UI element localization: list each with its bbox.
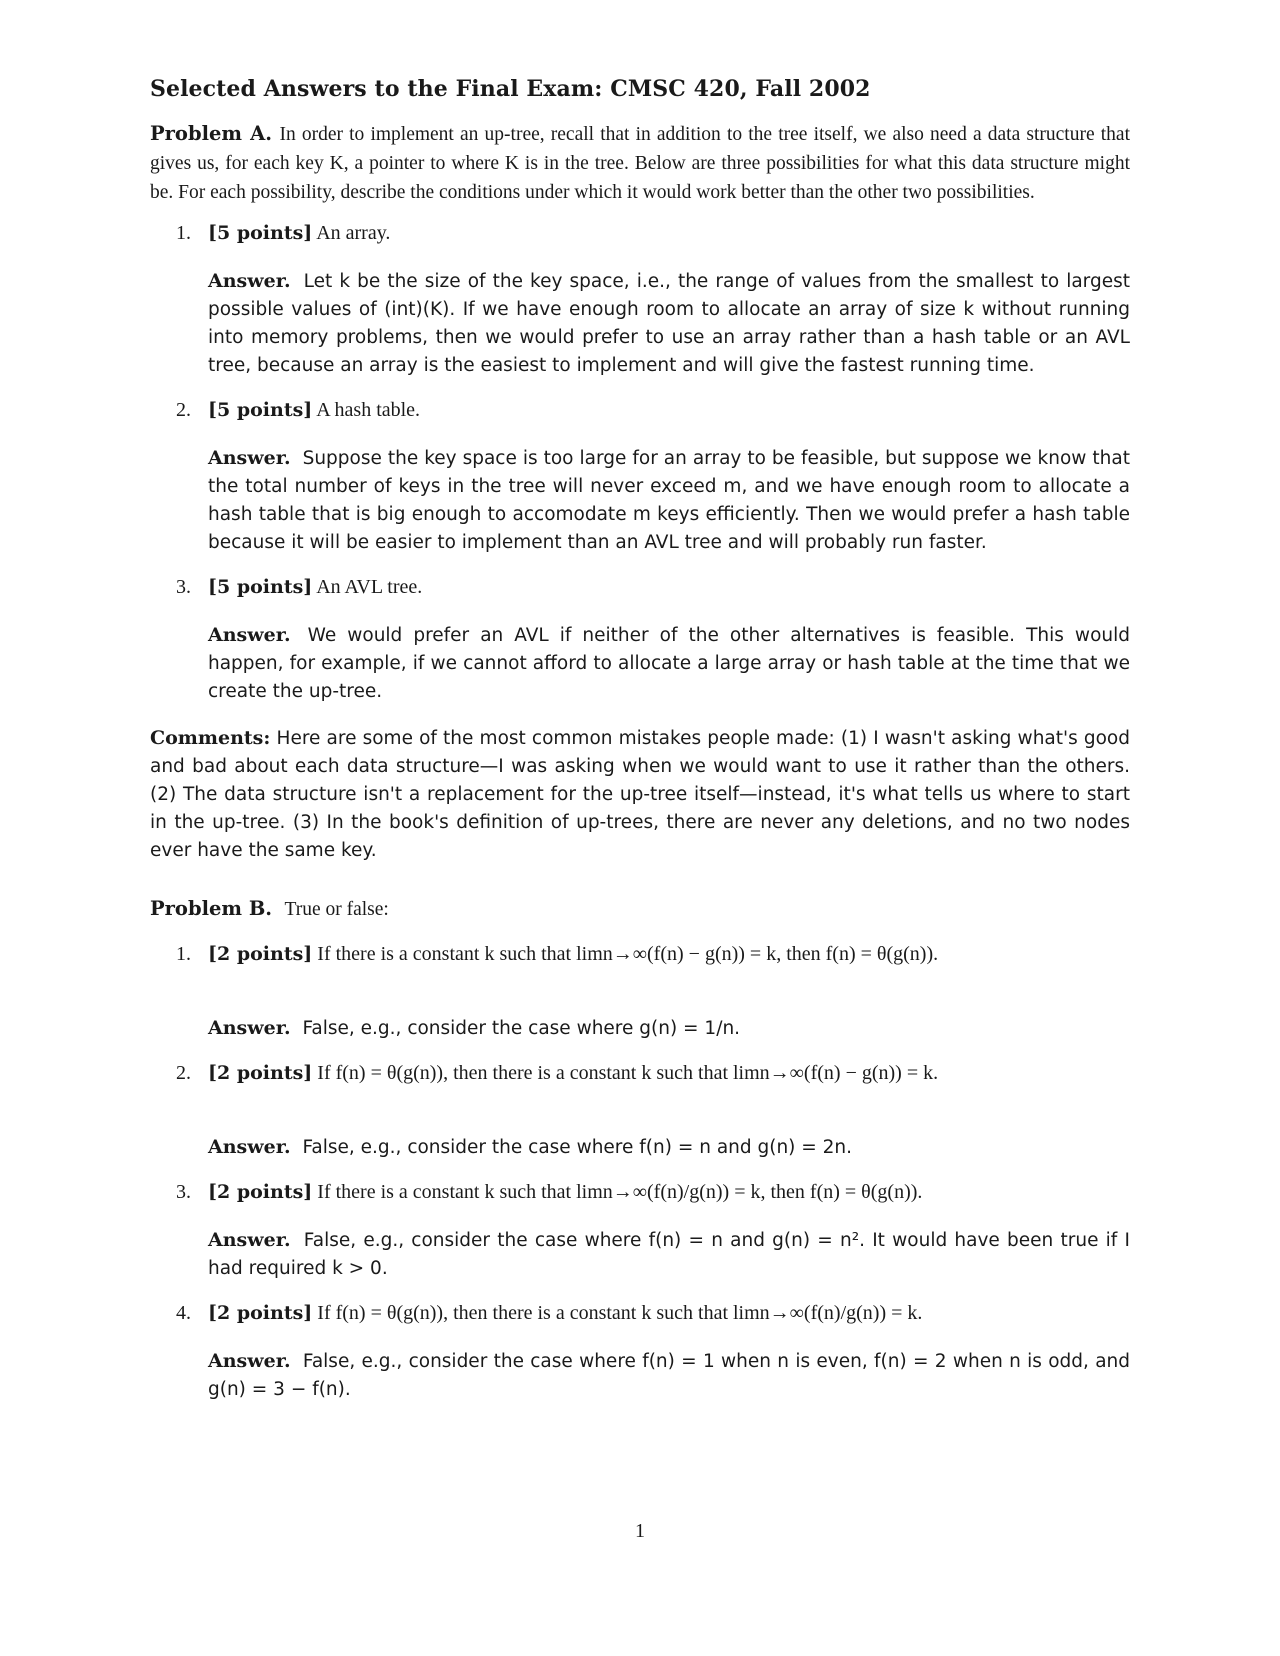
list-item [150,219,1130,247]
answer-text: False, e.g., consider the case where f(n) = 1 when n is even, f(n) = 2 when n is odd, and g(n) = 3 − f(n). [208,1351,1130,1400]
item-points: [2 points] [208,1181,313,1203]
answer-label: Answer. [208,1136,291,1158]
answer-block [208,1133,1130,1162]
item-number: 2. [176,399,191,421]
page-number: 1 [635,1520,645,1542]
problem-b-intro [150,895,1130,924]
answer-text: Suppose the key space is too large for an array to be feasible, but suppose we know that the total number of keys in the tree will never exceed m, and we have enough room to allocate a hash table that is big enough to accomodate m keys efficiently. Then we would prefer a hash table because it will be easier to implement than an AVL tree and will probably run faster. [208,448,1130,553]
answer-text: False, e.g., consider the case where g(n) = 1/n. [302,1018,741,1039]
problem-a-text: In order to implement an up-tree, recall that in addition to the tree itself, we also need a data structure that gives us, for each key K, a pointer to where K is in the tree. Below are three possibilities for what this data structure might be. For each possibility, describe the conditions under which it would work better than the other two possibilities. [150,124,1130,203]
problem-b-text: True or false: [284,899,389,920]
answer-block [208,267,1130,380]
list-item [150,573,1130,601]
answer-text: False, e.g., consider the case where f(n) = n and g(n) = 2n. [302,1137,853,1158]
problem-b-heading: Problem B. [150,897,273,920]
list-item [150,1178,1130,1206]
answer-label: Answer. [208,447,291,469]
page [150,68,1130,1404]
item-question: If there is a constant k such that limn→∞(f(n) − g(n)) = k, then f(n) = θ(g(n)). [317,943,939,965]
answer-text: We would prefer an AVL if neither of the other alternatives is feasible. This would happen, for example, if we cannot afford to allocate a large array or hash table at the time that we create the up-tree. [208,625,1130,702]
item-question: If f(n) = θ(g(n)), then there is a constant k such that limn→∞(f(n)/g(n)) = k. [317,1302,923,1324]
item-points: [5 points] [208,399,313,421]
list-item [150,396,1130,424]
item-points: [2 points] [208,1302,313,1324]
list-item [150,1299,1130,1327]
problem-a-intro [150,120,1130,207]
comments-block [150,724,1130,865]
list-item [150,940,1130,968]
answer-block [208,621,1130,706]
answer-label: Answer. [208,1017,291,1039]
answer-block [208,1347,1130,1404]
item-question: A hash table. [316,399,421,421]
answer-block [208,1014,1130,1043]
item-points: [5 points] [208,576,313,598]
item-points: [5 points] [208,222,313,244]
item-number: 3. [176,1181,191,1203]
item-points: [2 points] [208,943,313,965]
page-title: Selected Answers to the Final Exam: CMSC 420, Fall 2002 [150,76,871,102]
answer-label: Answer. [208,1350,291,1372]
item-number: 1. [176,943,191,965]
list-item [150,1059,1130,1087]
comments-label: Comments: [150,727,271,749]
problem-a-list [150,219,1130,706]
answer-block [208,1226,1130,1283]
item-number: 2. [176,1062,191,1084]
answer-block [208,444,1130,557]
item-question: An array. [316,222,391,244]
answer-text: Let k be the size of the key space, i.e., the range of values from the smallest to largest possible values of (int)(K). If we have enough room to allocate an array of size k without running into memory problems, then we would prefer to use an array rather than a hash table or an AVL tree, because an array is the easiest to implement and will give the fastest running time. [208,271,1130,376]
item-question: An AVL tree. [316,576,423,598]
item-number: 1. [176,222,191,244]
answer-label: Answer. [208,624,291,646]
comments-text: Here are some of the most common mistakes people made: (1) I wasn't asking what's good and bad about each data structure—I was asking when we would want to use it rather than the others. (2) The data structure isn't a replacement for the up-tree itself—instead, it's what tells us where to start in the up-tree. (3) In the book's definition of up-trees, there are never any deletions, and no two nodes ever have the same key. [150,728,1130,861]
item-points: [2 points] [208,1062,313,1084]
problem-b-list [150,940,1130,1404]
answer-label: Answer. [208,1229,291,1251]
answer-label: Answer. [208,270,291,292]
item-question: If f(n) = θ(g(n)), then there is a constant k such that limn→∞(f(n) − g(n)) = k. [317,1062,939,1084]
item-number: 4. [176,1302,191,1324]
problem-a-heading: Problem A. [150,122,272,145]
answer-text: False, e.g., consider the case where f(n) = n and g(n) = n². It would have been true if I had required k > 0. [208,1230,1130,1279]
item-question: If there is a constant k such that limn→∞(f(n)/g(n)) = k, then f(n) = θ(g(n)). [317,1181,923,1203]
item-number: 3. [176,576,191,598]
